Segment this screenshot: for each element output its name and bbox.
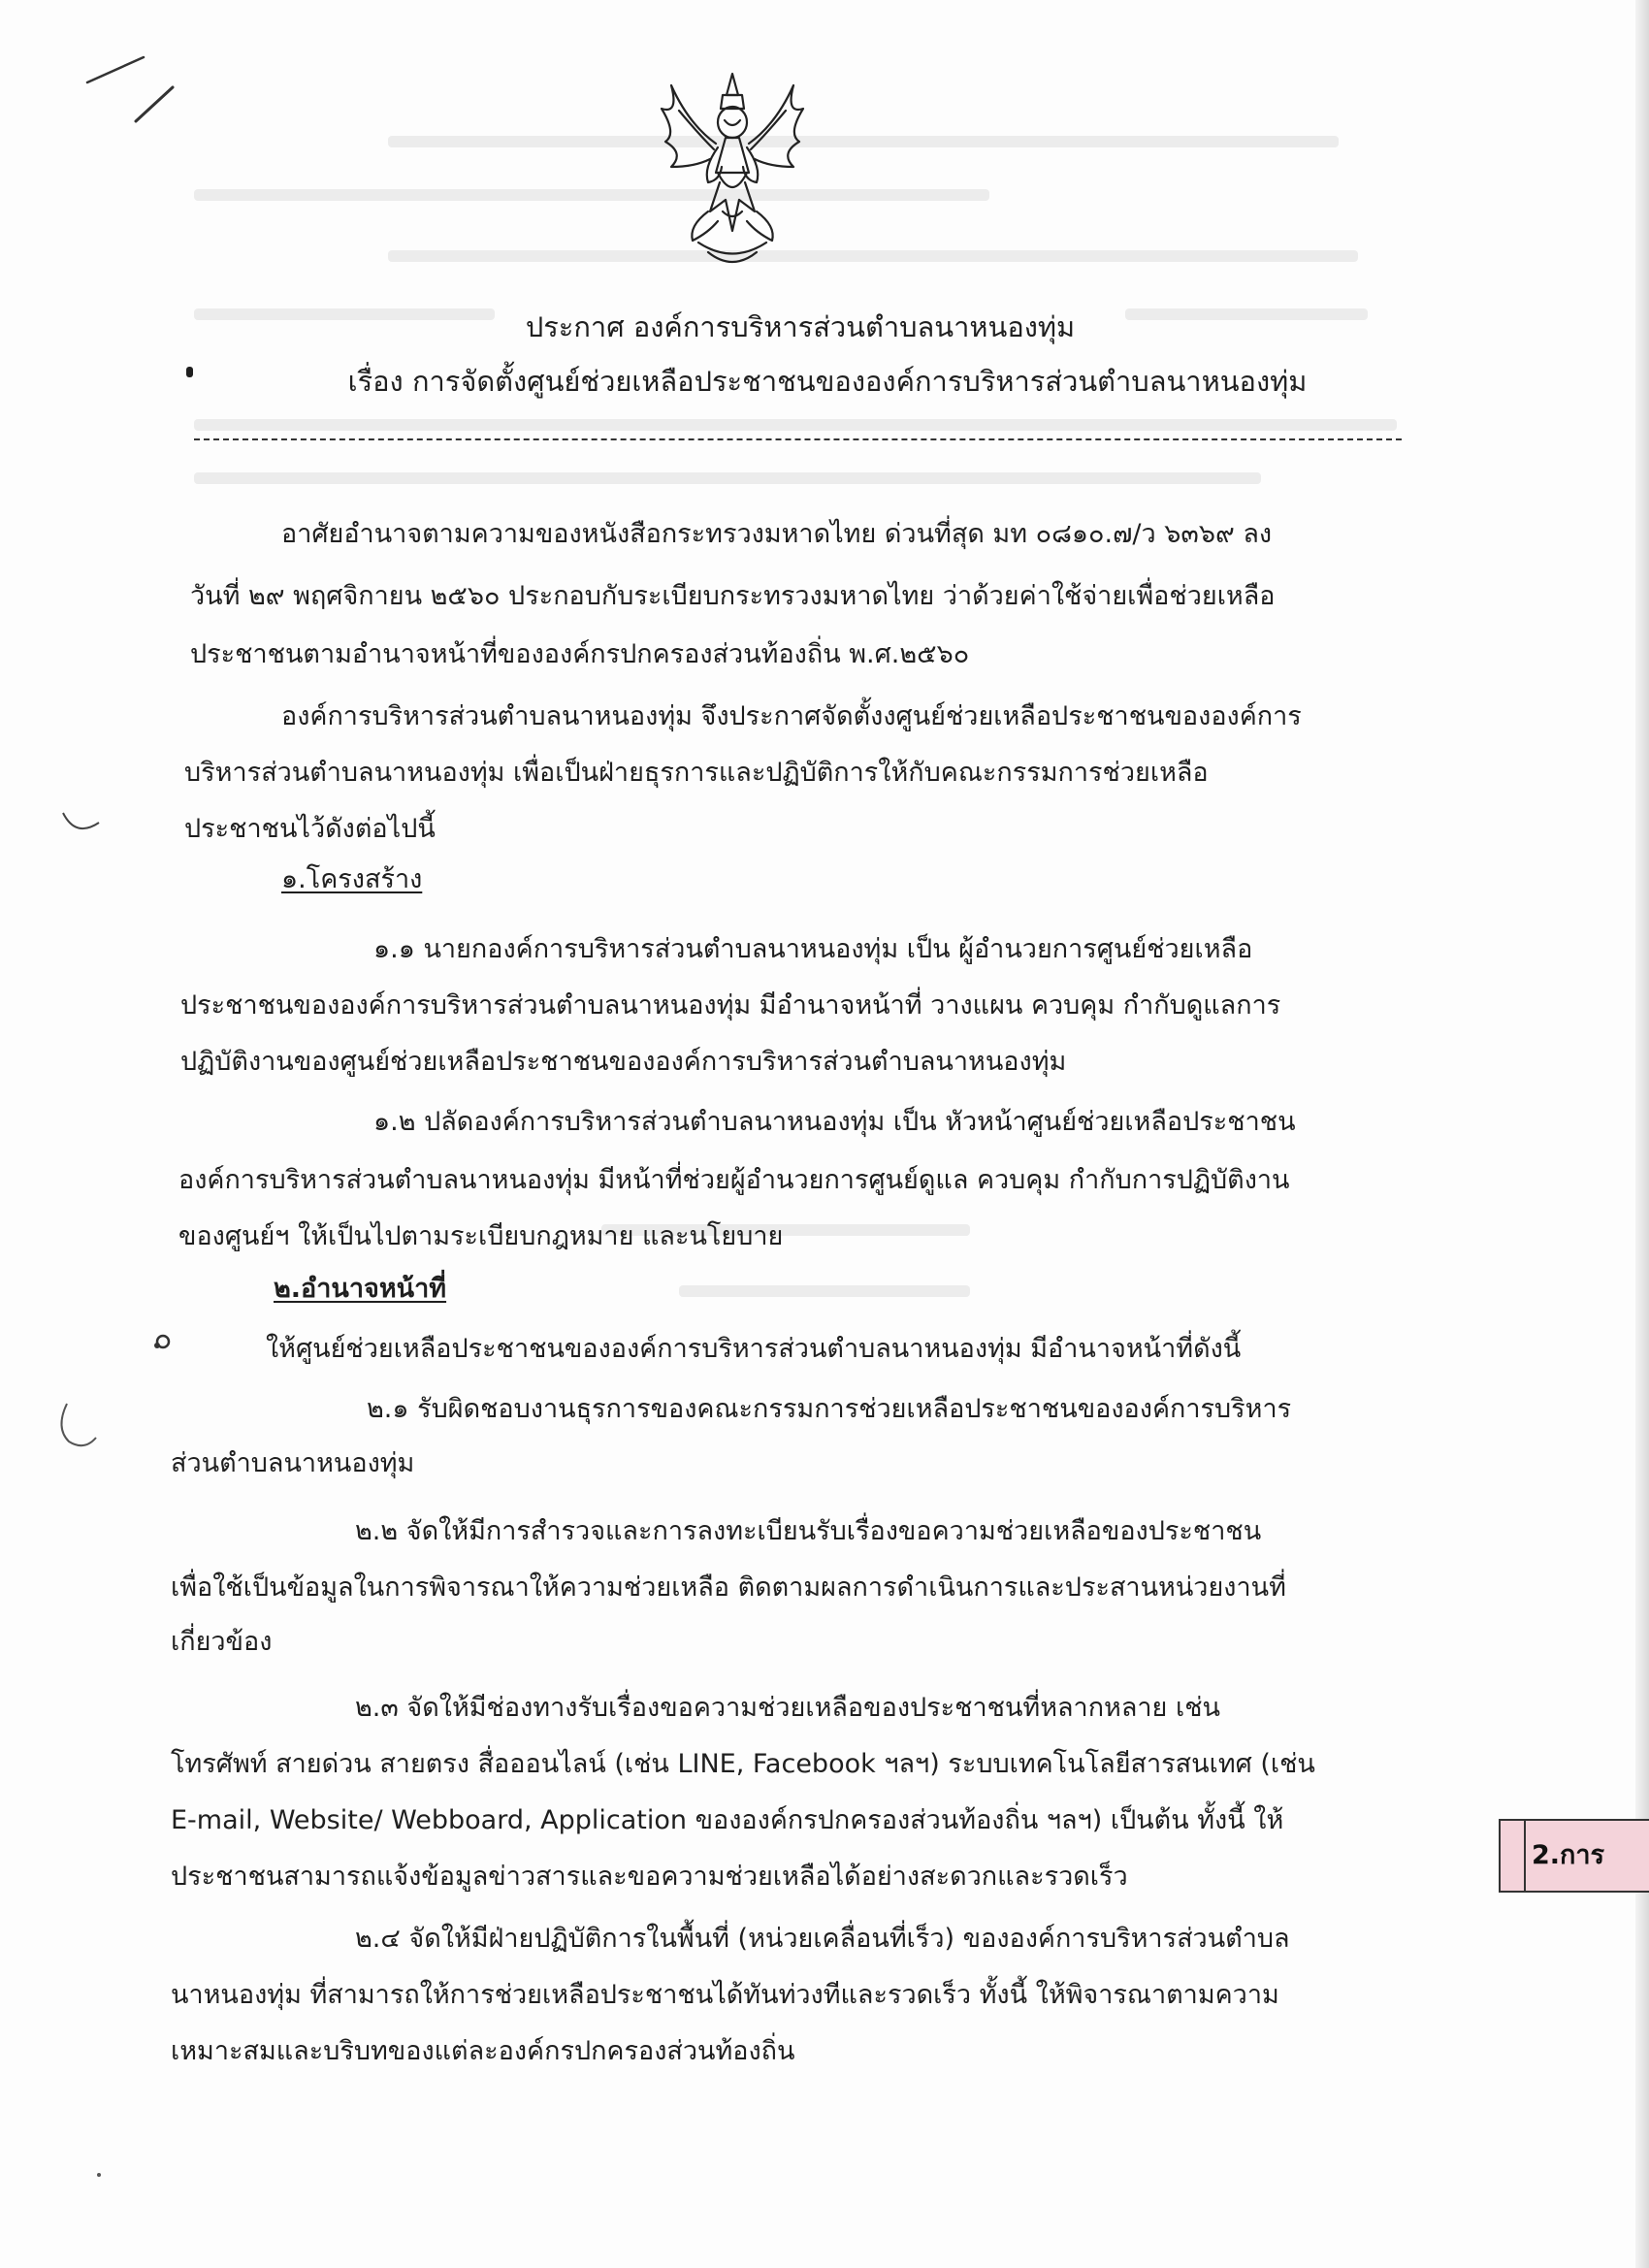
body-line: โทรศัพท์ สายด่วน สายตรง สื่อออนไลน์ (เช่น LINE, Facebook ฯลฯ) ระบบเทคโนโลยีสารสนเทศ (เช่น bbox=[171, 1749, 1315, 1779]
body-line: E-mail, Website/ Webboard, Application ขององค์กรปกครองส่วนท้องถิ่น ฯลฯ) เป็นต้น ทั้งนี้ ให้ bbox=[171, 1805, 1284, 1835]
body-line: ประชาชนสามารถแจ้งข้อมูลข่าวสารและขอความช่วยเหลือได้อย่างสะดวกและรวดเร็ว bbox=[171, 1862, 1128, 1892]
pen-stroke-marks bbox=[78, 44, 184, 131]
section-heading-structure bbox=[281, 863, 422, 896]
body-line: ๑.๑ นายกองค์การบริหารส่วนตำบลนาหนองทุ่ม เป็น ผู้อำนวยการศูนย์ช่วยเหลือ bbox=[373, 934, 1253, 964]
body-line: ๑.๒ ปลัดองค์การบริหารส่วนตำบลนาหนองทุ่ม เป็น หัวหน้าศูนย์ช่วยเหลือประชาชน bbox=[373, 1107, 1296, 1137]
scan-speck bbox=[97, 2173, 101, 2177]
body-line: ๒.๒ จัดให้มีการสำรวจและการลงทะเบียนรับเรื่องขอความช่วยเหลือของประชาชน bbox=[355, 1516, 1262, 1546]
body-line: ๒.๑ รับผิดชอบงานธุรการของคณะกรรมการช่วยเหลือประชาชนขององค์การบริหาร bbox=[367, 1394, 1292, 1424]
bleed-through-line bbox=[388, 250, 1358, 262]
body-line: ปฏิบัติงานของศูนย์ช่วยเหลือประชาชนขององค์การบริหารส่วนตำบลนาหนองทุ่ม bbox=[180, 1047, 1067, 1077]
body-line: ส่วนตำบลนาหนองทุ่ม bbox=[171, 1448, 415, 1478]
side-index-tab-label: 2.การ bbox=[1524, 1819, 1649, 1893]
subject-line: เรื่อง การจัดตั้งศูนย์ช่วยเหลือประชาชนขององค์การบริหารส่วนตำบลนาหนองทุ่ม bbox=[347, 365, 1308, 398]
bleed-through-line bbox=[679, 1285, 970, 1297]
body-line: บริหารส่วนตำบลนาหนองทุ่ม เพื่อเป็นฝ่ายธุรการและปฏิบัติการให้กับคณะกรรมการช่วยเหลือ bbox=[184, 758, 1209, 788]
body-line: อาศัยอำนาจตามความของหนังสือกระทรวงมหาดไทย ด่วนที่สุด มท ๐๘๑๐.๗/ว ๖๓๖๙ ลง bbox=[281, 519, 1273, 549]
body-line: ให้ศูนย์ช่วยเหลือประชาชนขององค์การบริหารส่วนตำบลนาหนองทุ่ม มีอำนาจหน้าที่ดังนี้ bbox=[266, 1334, 1242, 1364]
body-line: องค์การบริหารส่วนตำบลนาหนองทุ่ม จึงประกาศจัดตั้งงศูนย์ช่วยเหลือประชาชนขององค์การ bbox=[281, 701, 1302, 731]
body-line: ประชาชนไว้ดังต่อไปนี้ bbox=[184, 814, 436, 844]
section-heading-text: ๒.อำนาจหน้าที่ bbox=[274, 1274, 447, 1304]
body-line: เกี่ยวข้อง bbox=[171, 1627, 273, 1657]
bleed-through-line bbox=[194, 189, 989, 201]
hole-punch-mark bbox=[53, 1399, 102, 1457]
body-line: ๒.๔ จัดให้มีฝ่ายปฏิบัติการในพื้นที่ (หน่วยเคลื่อนที่เร็ว) ขององค์การบริหารส่วนตำบล bbox=[355, 1924, 1290, 1954]
body-line: ๒.๓ จัดให้มีช่องทางรับเรื่องขอความช่วยเหลือของประชาชนที่หลากหลาย เช่น bbox=[355, 1693, 1220, 1723]
garuda-emblem-icon bbox=[650, 66, 815, 275]
page-edge-shadow bbox=[1635, 0, 1649, 2268]
body-line: เพื่อใช้เป็นข้อมูลในการพิจารณาให้ความช่วยเหลือ ติดตามผลการดำเนินการและประสานหน่วยงานที่ bbox=[171, 1572, 1286, 1603]
section-heading-text: ๑.โครงสร้าง bbox=[281, 864, 423, 894]
dashed-separator bbox=[194, 438, 1402, 440]
section-heading-duties bbox=[274, 1273, 446, 1306]
bleed-through-line bbox=[388, 136, 1339, 147]
announcement-title: ประกาศ องค์การบริหารส่วนตำบลนาหนองทุ่ม bbox=[525, 310, 1076, 343]
bleed-through-line bbox=[194, 472, 1261, 484]
hole-punch-mark bbox=[58, 805, 107, 844]
body-line: วันที่ ๒๙ พฤศจิกายน ๒๕๖๐ ประกอบกับระเบียบกระทรวงมหาดไทย ว่าด้วยค่าใช้จ่ายเพื่อช่วยเหลือ bbox=[190, 581, 1276, 611]
body-line: ประชาชนตามอำนาจหน้าที่ขององค์กรปกครองส่วนท้องถิ่น พ.ศ.๒๕๖๐ bbox=[190, 639, 970, 669]
body-line: นาหนองทุ่ม ที่สามารถให้การช่วยเหลือประชาชนได้ทันท่วงทีและรวดเร็ว ทั้งนี้ ให้พิจารณาตามความ bbox=[171, 1980, 1279, 2010]
body-line: ของศูนย์ฯ ให้เป็นไปตามระเบียบกฎหมาย และนโยบาย bbox=[178, 1221, 784, 1251]
body-line: เหมาะสมและบริบทของแต่ละองค์กรปกครองส่วนท้องถิ่น bbox=[171, 2036, 795, 2066]
staple-mark bbox=[150, 1331, 176, 1352]
bleed-through-line bbox=[194, 419, 1397, 431]
body-line: องค์การบริหารส่วนตำบลนาหนองทุ่ม มีหน้าที่ช่วยผู้อำนวยการศูนย์ดูแล ควบคุม กำกับการปฏิบัติงาน bbox=[178, 1165, 1290, 1195]
body-line: ประชาชนขององค์การบริหารส่วนตำบลนาหนองทุ่ม มีอำนาจหน้าที่ วางแผน ควบคุม กำกับดูแลการ bbox=[180, 990, 1281, 1021]
